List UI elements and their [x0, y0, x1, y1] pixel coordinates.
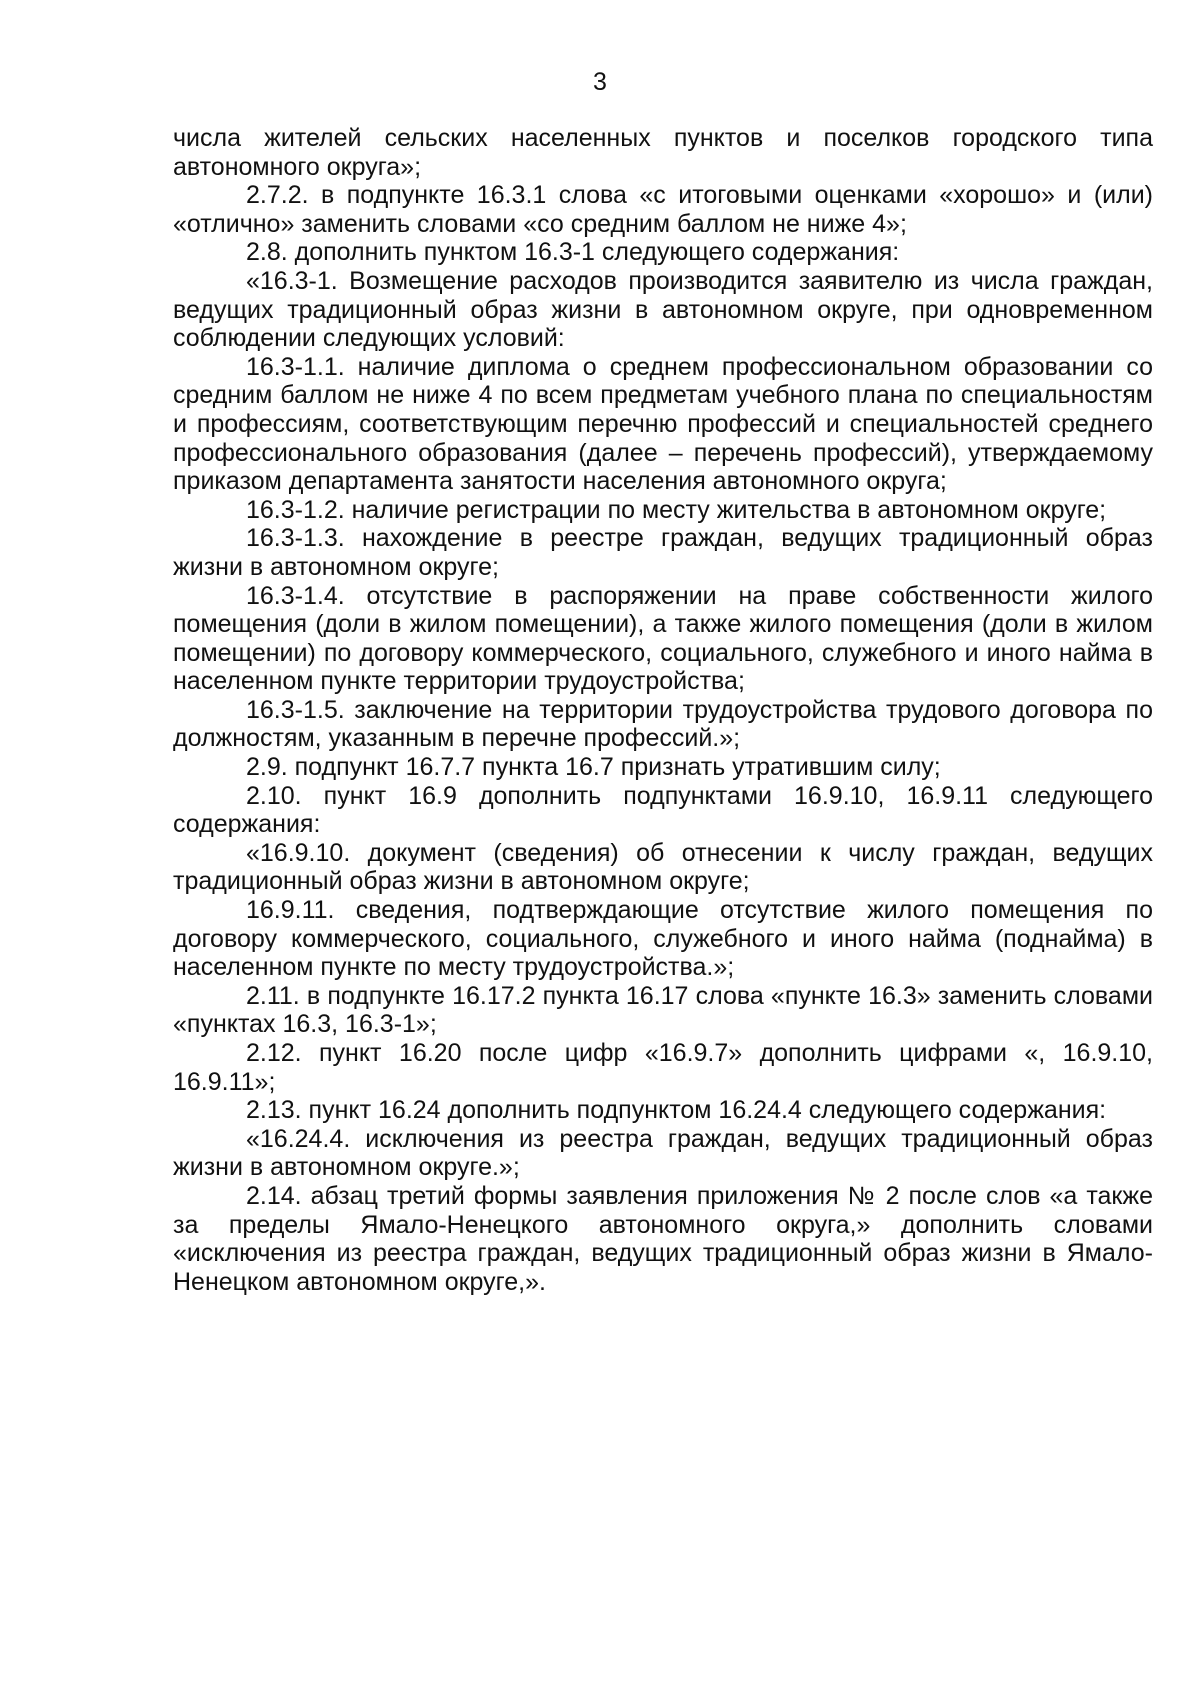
paragraph: «16.24.4. исключения из реестра граждан, ведущих традиционный образ жизни в автономном округе.»; — [173, 1124, 1153, 1182]
paragraph: «16.9.10. документ (сведения) об отнесении к числу граждан, ведущих традиционный образ жизни в автономном округе; — [173, 838, 1153, 896]
paragraph: 2.12. пункт 16.20 после цифр «16.9.7» дополнить цифрами «, 16.9.10, 16.9.11»; — [173, 1039, 1153, 1096]
paragraph: 16.3-1.5. заключение на территории трудоустройства трудового договора по должностям, указанным в перечне профессий.»; — [173, 695, 1153, 753]
paragraph: 2.9. подпункт 16.7.7 пункта 16.7 признать утратившим силу; — [246, 753, 941, 782]
page-number: 3 — [593, 68, 607, 96]
paragraph: 16.9.11. сведения, подтверждающие отсутствие жилого помещения по договору коммерческого, социального, служебного и иного найма (поднайма) в населенном пункте по месту трудоустройства.»; — [173, 896, 1153, 982]
paragraph: «16.3-1. Возмещение расходов производится заявителю из числа граждан, ведущих традиционный образ жизни в автономном округе, при одновременном соблюдении следующих условий: — [173, 266, 1153, 353]
paragraph: 2.13. пункт 16.24 дополнить подпунктом 16.24.4 следующего содержания: — [246, 1096, 1107, 1125]
paragraph: числа жителей сельских населенных пунктов и поселков городского типа автономного округа»; — [173, 124, 1153, 181]
paragraph: 16.3-1.3. нахождение в реестре граждан, ведущих традиционный образ жизни в автономном округе; — [173, 524, 1153, 581]
paragraph: 16.3-1.4. отсутствие в распоряжении на праве собственности жилого помещения (доли в жилом помещении), а также жилого помещения (доли в жилом помещении) по договору коммерческого, социального, служебного и иного найма в населенном пункте территории трудоустройства; — [173, 581, 1153, 696]
paragraph: 16.3-1.2. наличие регистрации по месту жительства в автономном округе; — [246, 495, 1107, 524]
paragraph: 2.7.2. в подпункте 16.3.1 слова «с итоговыми оценками «хорошо» и (или) «отлично» заменить словами «со средним баллом не ниже 4»; — [173, 181, 1153, 238]
paragraph: 2.11. в подпункте 16.17.2 пункта 16.17 слова «пункте 16.3» заменить словами «пунктах 16.3, 16.3-1»; — [173, 981, 1153, 1039]
paragraph: 16.3-1.1. наличие диплома о среднем профессиональном образовании со средним баллом не ниже 4 по всем предметам учебного плана по специальностям и профессиям, соответствующим перечню профессий и специальностей среднего профессионального образования (далее – перечень профессий), утверждаемому приказом департамента занятости населения автономного округа; — [173, 352, 1153, 496]
document-text — [173, 124, 1153, 1296]
paragraph: 2.8. дополнить пунктом 16.3-1 следующего содержания: — [246, 238, 900, 267]
paragraph: 2.10. пункт 16.9 дополнить подпунктами 16.9.10, 16.9.11 следующего содержания: — [173, 781, 1153, 839]
paragraph: 2.14. абзац третий формы заявления приложения № 2 после слов «а также за пределы Ямало-Ненецкого автономного округа,» дополнить словами «исключения из реестра граждан, ведущих традиционный образ жизни в Ямало-Ненецком автономном округе,». — [173, 1181, 1153, 1296]
